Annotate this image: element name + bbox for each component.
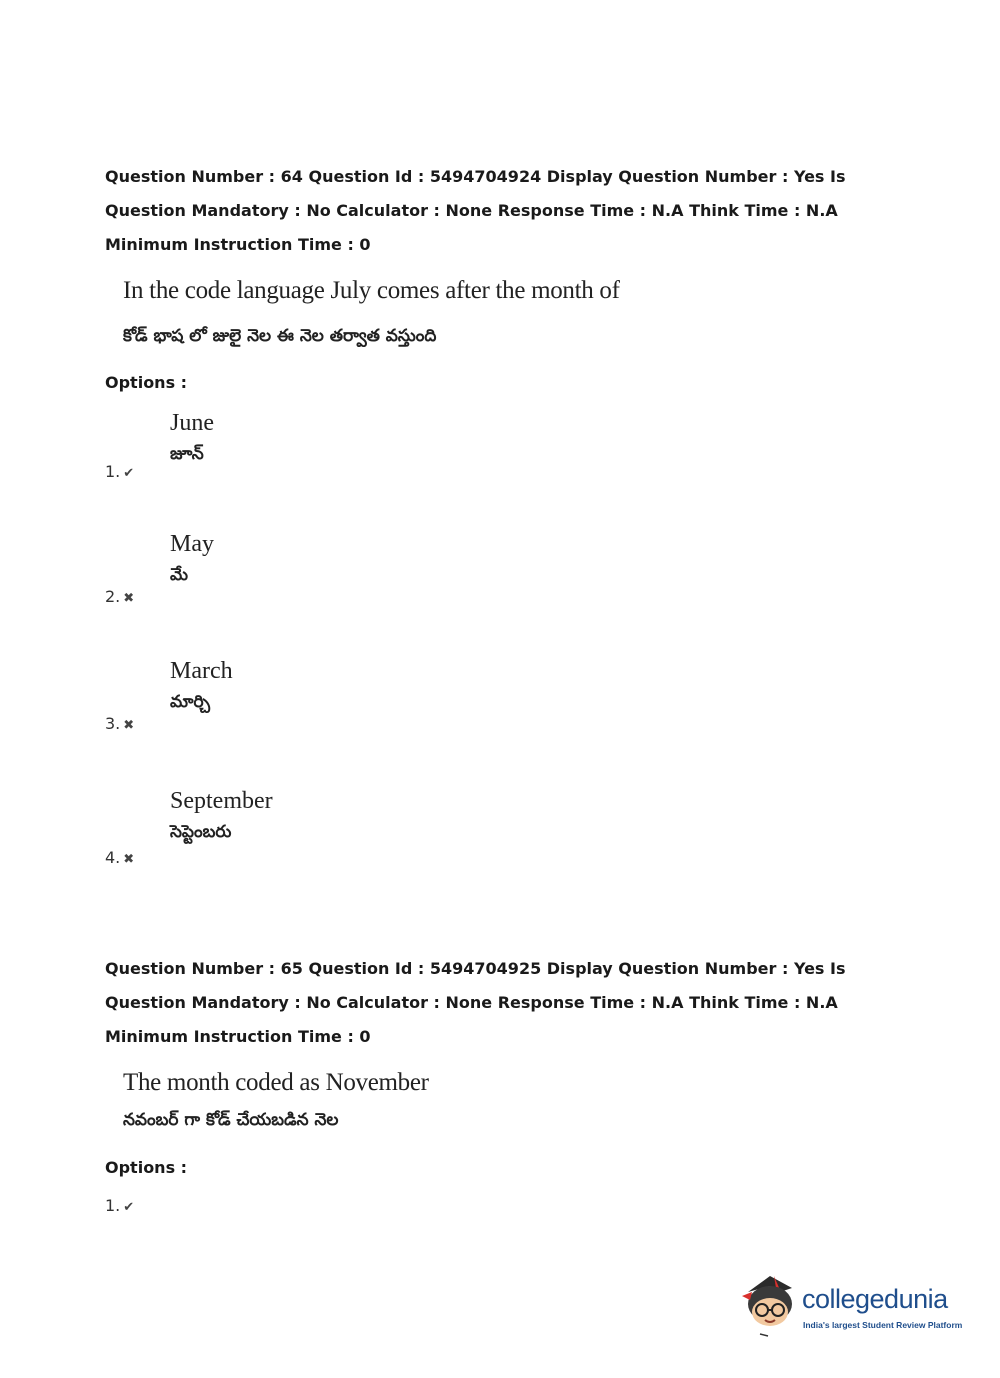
- option-number: [105, 1196, 134, 1215]
- question-stem-telugu: కోడ్ భాష లో జులై నెల ఈ నెల తర్వాత వస్తుంది: [123, 326, 437, 346]
- option-1: [105, 1144, 505, 1244]
- option-number: [105, 462, 134, 481]
- option-text-english: June: [170, 410, 214, 436]
- option-number-label: 4.: [105, 848, 121, 867]
- option-number-label: 3.: [105, 714, 121, 733]
- option-number: [105, 848, 134, 867]
- cross-icon: ✖: [123, 852, 135, 867]
- option-text-telugu: మార్చి: [170, 692, 211, 712]
- question-64: [105, 160, 925, 867]
- question-stem-telugu: నవంబర్ గా కోడ్ చేయబడిన నెల: [123, 1110, 339, 1130]
- option-1: [105, 410, 505, 510]
- option-text-telugu: మే: [170, 565, 188, 585]
- mascot-icon: [740, 1270, 800, 1340]
- question-stem-english: The month coded as November: [123, 1069, 429, 1096]
- option-text-english: September: [170, 788, 273, 814]
- option-2: [105, 531, 505, 631]
- logo-tagline: India's largest Student Review Platform: [803, 1320, 963, 1330]
- question-meta: Question Number : 65 Question Id : 5494704925 Display Question Number : Yes Is Question Mandatory : No Calculator : None Response Time : N.A Think Time : N.A Minimum Instruction Time : 0: [105, 959, 846, 1046]
- question-stem-english: In the code language July comes after the month of: [123, 277, 620, 304]
- option-number-label: 1.: [105, 1196, 121, 1215]
- option-number-label: 1.: [105, 462, 121, 481]
- option-text-telugu: జూన్: [170, 444, 204, 464]
- logo-wordmark: collegedunia: [802, 1284, 948, 1314]
- option-4: [105, 788, 505, 888]
- option-3: [105, 658, 505, 758]
- option-number: [105, 714, 134, 733]
- options-label: Options :: [105, 373, 188, 392]
- cross-icon: ✖: [123, 591, 135, 606]
- option-text-english: May: [170, 531, 214, 557]
- option-number-label: 2.: [105, 587, 121, 606]
- option-text-english: March: [170, 658, 233, 684]
- check-icon: ✔: [123, 466, 135, 481]
- option-text-telugu: సెప్టెంబరు: [170, 822, 232, 842]
- question-meta: Question Number : 64 Question Id : 5494704924 Display Question Number : Yes Is Question Mandatory : No Calculator : None Response Time : N.A Think Time : N.A Minimum Instruction Time : 0: [105, 167, 846, 254]
- collegedunia-logo: [740, 1270, 970, 1340]
- question-65: [105, 952, 925, 1215]
- check-icon: ✔: [123, 1200, 135, 1215]
- options-label: Options :: [105, 1158, 188, 1177]
- option-number: [105, 587, 134, 606]
- cross-icon: ✖: [123, 718, 135, 733]
